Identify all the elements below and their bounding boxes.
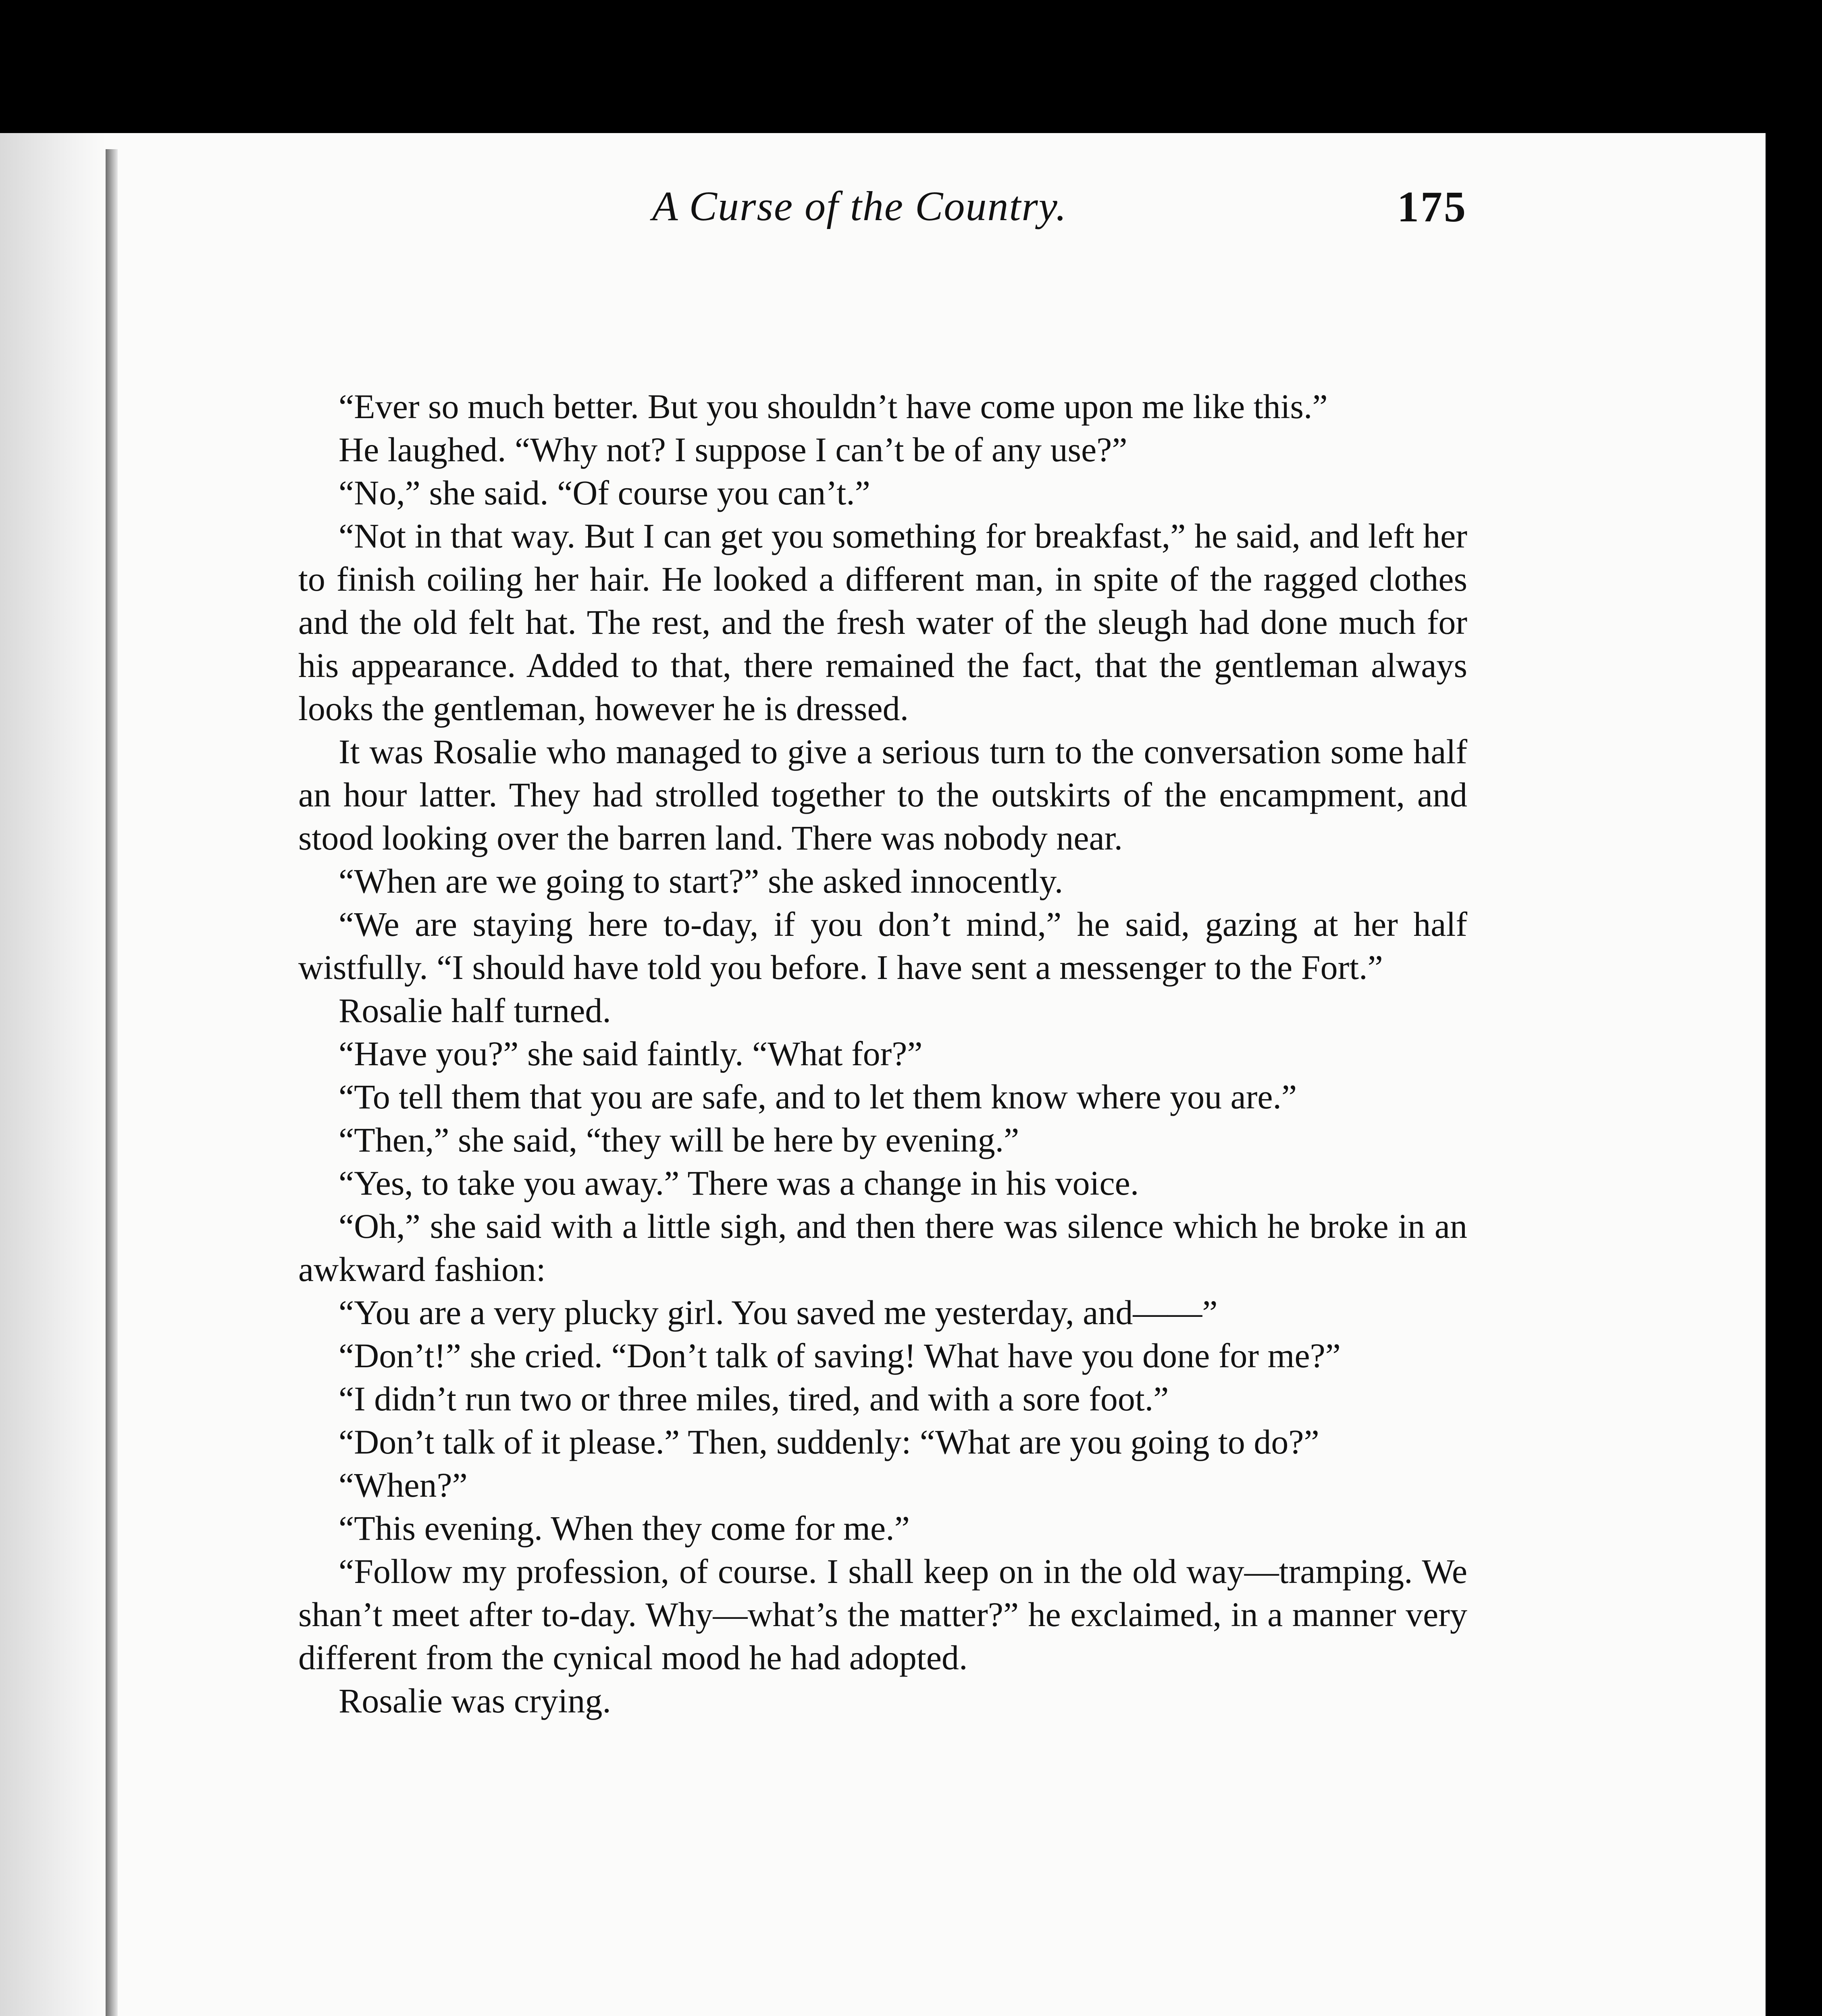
paragraph: Rosalie half turned. [339, 991, 611, 1030]
paragraph: “Yes, to take you away.” There was a change in his voice. [339, 1164, 1139, 1202]
paragraph: “Follow my profession, of course. I shall keep on in the old way—tramping. We shan’t meet after to-day. Why—what’s the matter?” he exclaimed, in a manner very different from the cynical mood he had adopted. [298, 1552, 1467, 1677]
paragraph: “Oh,” she said with a little sigh, and then there was silence which he broke in an awkward fashion: [298, 1207, 1467, 1289]
paragraph: Rosalie was crying. [339, 1681, 611, 1720]
paragraph: “Ever so much better. But you shouldn’t have come upon me like this.” [339, 387, 1328, 426]
body-text [298, 385, 1467, 1722]
paragraph: “Then,” she said, “they will be here by evening.” [339, 1120, 1019, 1159]
page-number: 175 [1397, 183, 1467, 231]
running-title: A Curse of the Country. [652, 183, 1067, 229]
paragraph: “This evening. When they come for me.” [339, 1509, 910, 1547]
paragraph: He laughed. “Why not? I suppose I can’t be of any use?” [339, 430, 1127, 469]
paragraph: “When are we going to start?” she asked innocently. [339, 862, 1063, 900]
paragraph: “You are a very plucky girl. You saved me yesterday, and——” [339, 1293, 1218, 1332]
paragraph: “I didn’t run two or three miles, tired, and with a sore foot.” [339, 1379, 1169, 1418]
paragraph: “No,” she said. “Of course you can’t.” [339, 473, 870, 512]
paragraph: “We are staying here to-day, if you don’t mind,” he said, gazing at her half wistfully. “I should have told you before. I have sent a messenger to the Fort.” [298, 905, 1467, 987]
paragraph: “Don’t!” she cried. “Don’t talk of saving! What have you done for me?” [339, 1336, 1341, 1375]
paragraph: It was Rosalie who managed to give a serious turn to the conversation some half an hour latter. They had strolled together to the outskirts of the encampment, and stood looking over the barren land. There was nobody near. [298, 732, 1467, 857]
paragraph: “To tell them that you are safe, and to let them know where you are.” [339, 1077, 1297, 1116]
paragraph: “Not in that way. But I can get you something for breakfast,” he said, and left her to finish coiling her hair. He looked a different man, in spite of the ragged clothes and the old felt hat. The rest, and the fresh water of the sleugh had done much for his appearance. Added to that, there remained the fact, that the gentleman always looks the gentleman, however he is dressed. [298, 516, 1467, 728]
paragraph: “Have you?” she said faintly. “What for?” [339, 1034, 923, 1073]
binding-gutter [106, 149, 118, 2016]
paragraph: “Don’t talk of it please.” Then, suddenly: “What are you going to do?” [339, 1422, 1319, 1461]
paragraph: “When?” [339, 1466, 468, 1504]
running-header [298, 182, 1467, 243]
gutter-shadow [0, 133, 106, 2016]
